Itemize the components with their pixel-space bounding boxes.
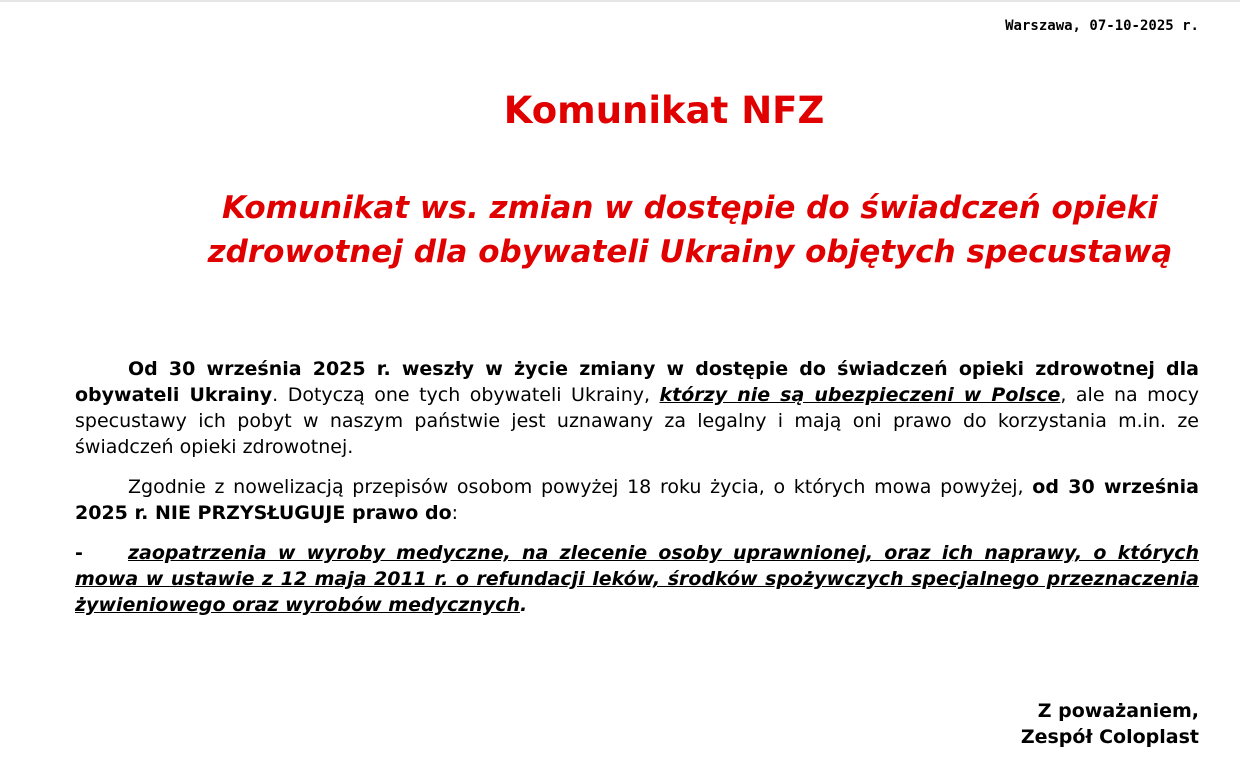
paragraph-intro-emphasis: którzy nie są ubezpieczeni w Polsce [659,384,1061,406]
paragraph-amendment-text-b: : [451,502,459,524]
bullet-marker: - [75,542,83,564]
bullet-text: zaopatrzenia w wyroby medyczne, na zlecenie osoby uprawnionej, oraz ich naprawy, o których mowa w ustawie z 12 maja 2011 r. o refundacji leków, środków spożywczych specjalnego przeznaczenia żywieniowego oraz wyrobów medycznych [75,542,1199,616]
document-date: Warszawa, 07-10-2025 r. [1005,18,1199,34]
top-rule [0,0,1240,2]
bullet-content [75,540,1199,618]
list-item [75,540,1199,618]
document-title: Komunikat NFZ [503,89,825,132]
document-subtitle: Komunikat ws. zmian w dostępie do świadczeń opieki zdrowotnej dla obywateli Ukrainy objętych specustawą [207,190,1173,270]
paragraph-intro [75,356,1199,460]
paragraph-intro-text-a: . Dotyczą one tych obywateli Ukrainy, [272,384,660,406]
paragraph-amendment [75,474,1199,526]
closing-signatory: Zespół Coloplast [1020,726,1199,748]
closing-greeting: Z poważaniem, [1037,700,1199,722]
paragraph-intro-lead: Od 30 września 2025 r. weszły w życie zmiany w dostępie do świadczeń opieki zdrowotnej dla obywateli Ukrainy [75,358,1199,406]
paragraph-amendment-bold: od 30 września 2025 r. NIE PRZYSŁUGUJE prawo do [75,476,1199,524]
document-body [75,356,1199,618]
paragraph-amendment-text-a: Zgodnie z nowelizacją przepisów osobom powyżej 18 roku życia, o których mowa powyżej, [128,476,1033,498]
paragraph-intro-text-b: , ale na mocy specustawy ich pobyt w naszym państwie jest uznawany za legalny i mają oni prawo do korzystania m.in. ze świadczeń opieki zdrowotnej. [75,384,1200,458]
bullet-end: . [520,594,528,616]
closing-signature [1021,698,1199,750]
